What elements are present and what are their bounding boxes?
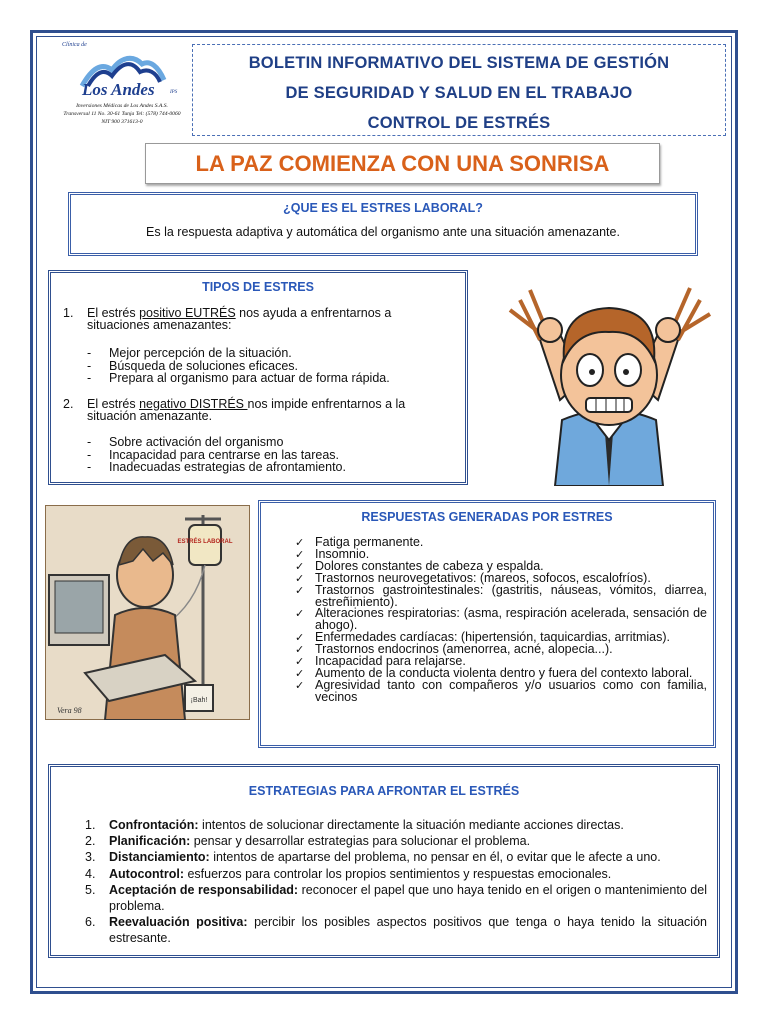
office-signature-text: Vera 98	[57, 706, 82, 715]
tipo-item-2-post: nos impide enfrentarnos a la situación amenazante.	[87, 397, 406, 423]
list-item: - Incapacidad para centrarse en las tareas.	[87, 449, 346, 462]
header-title-box	[192, 44, 726, 136]
item-number: 3.	[85, 850, 96, 865]
list-item	[85, 914, 707, 946]
clinic-logo	[52, 42, 192, 132]
logo-nit: NIT 900 371613-0	[101, 119, 143, 125]
list-item: ✓ Aumento de la conducta violenta dentro y fuera del contexto laboral.	[295, 668, 707, 680]
list-item: ✓ Trastornos neurovegetativos: (mareos, sofocos, escalofríos).	[295, 573, 707, 585]
stressed-office-worker-illustration	[45, 505, 250, 720]
estrategias-title: ESTRATEGIAS PARA AFRONTAR EL ESTRÉS	[248, 784, 520, 798]
tipo-item-1-bullets	[87, 347, 390, 385]
item-term: Aceptación de responsabilidad:	[109, 882, 299, 897]
logo-name: Los Andes	[82, 80, 155, 99]
office-mug-text: ¡Bah!	[190, 697, 208, 704]
list-item	[85, 866, 707, 882]
tipos-de-estres-box	[48, 270, 468, 485]
item-term: Distanciamiento:	[109, 850, 210, 865]
logo-suffix: IPS	[170, 90, 178, 95]
estrategias-box	[48, 764, 720, 958]
tipos-title: TIPOS DE ESTRES	[202, 280, 314, 294]
item-number: 5.	[85, 882, 96, 897]
list-item	[85, 833, 707, 849]
list-item: - Prepara al organismo para actuar de forma rápida.	[87, 372, 390, 385]
list-item: ✓ Agresividad tanto con compañeros y/o usuarios como con familia, vecinos	[295, 680, 707, 704]
header-line-3: CONTROL DE ESTRÉS	[367, 114, 551, 132]
respuestas-box	[258, 500, 716, 748]
que-es-title: ¿QUE ES EL ESTRES LABORAL?	[283, 201, 483, 215]
respuestas-list	[295, 537, 707, 704]
item-term: Autocontrol:	[109, 866, 184, 881]
logo-clinic-label: Clínica de	[62, 42, 87, 48]
tipo-item-2-bullets	[87, 436, 346, 474]
stressed-man-illustration	[500, 270, 718, 486]
list-item: ✓ Enfermedades cardíacas: (hipertensión, taquicardias, arritmias).	[295, 632, 707, 644]
list-item: ✓ Fatiga permanente.	[295, 537, 707, 549]
item-text: intentos de solucionar directamente la situación mediante acciones directas.	[198, 818, 624, 832]
tipo-item-2-pre: El estrés	[87, 397, 140, 411]
office-sign-text: ESTRÉS LABORAL	[177, 539, 233, 545]
item-term: Reevaluación positiva:	[109, 915, 248, 930]
item-number: 1.	[85, 818, 96, 832]
list-item: - Mejor percepción de la situación.	[87, 347, 390, 360]
list-item: ✓ Trastornos endocrinos (amenorrea, acné, alopecia...).	[295, 644, 707, 656]
item-text: pensar y desarrollar estrategias para solucionar el problema.	[190, 834, 531, 849]
logo-company: Inversiones Médicas de Los Andes S.A.S.	[76, 103, 168, 109]
item-number: 4.	[85, 866, 96, 881]
list-item: - Sobre activación del organismo	[87, 436, 346, 449]
list-item	[85, 817, 707, 833]
list-item: ✓ Trastornos gastrointestinales: (gastritis, náuseas, vómitos, diarrea, estreñimiento).	[295, 585, 707, 609]
tipo-item-2	[63, 398, 453, 422]
list-item: ✓ Dolores constantes de cabeza y espalda.	[295, 561, 707, 573]
que-es-box	[68, 192, 698, 256]
tipo-item-1-pre: El estrés	[87, 306, 140, 320]
item-text: esfuerzos para controlar los propios sentimientos y respuestas emocionales.	[183, 866, 612, 881]
list-item	[85, 849, 707, 865]
list-item: ✓ Insomnio.	[295, 549, 707, 561]
list-item	[85, 882, 707, 914]
tipo-item-1-underlined: positivo EUTRÉS	[139, 306, 236, 320]
header-line-1: BOLETIN INFORMATIVO DEL SISTEMA DE GESTIÓN	[248, 54, 670, 72]
tipo-item-2-number: 2.	[63, 397, 74, 411]
tipo-item-1-number: 1.	[63, 306, 74, 320]
logo-address: Transversal 11 No. 30-61 Tunja Tel: (578) 744-0060	[63, 111, 181, 117]
item-text: percibir los posibles aspectos positivos que tenga o haya tenido la situación estresante.	[109, 915, 707, 946]
list-item: - Búsqueda de soluciones eficaces.	[87, 360, 390, 373]
item-text: intentos de apartarse del problema, no pensar en él, o evitar que le afecte a uno.	[209, 850, 661, 865]
item-term: Confrontación:	[109, 818, 199, 832]
list-item: ✓ Alteraciones respiratorias: (asma, respiración acelerada, sensación de ahogo).	[295, 608, 707, 632]
item-number: 2.	[85, 834, 96, 849]
que-es-text: Es la respuesta adaptiva y automática del organismo ante una situación amenazante.	[146, 225, 620, 239]
item-text: reconocer el papel que uno haya tenido en el origen o mantenimiento del problema.	[109, 882, 707, 914]
tipo-item-1	[63, 307, 453, 331]
list-item: - Inadecuadas estrategias de afrontamiento.	[87, 461, 346, 474]
item-number: 6.	[85, 915, 96, 930]
estrategias-list	[85, 817, 707, 947]
tipo-item-1-post: nos ayuda a enfrentarnos a situaciones amenazantes:	[87, 306, 392, 332]
slogan-banner: LA PAZ COMIENZA CON UNA SONRISA	[145, 143, 660, 184]
respuestas-title: RESPUESTAS GENERADAS POR ESTRES	[361, 510, 613, 524]
item-term: Planificación:	[109, 834, 191, 849]
list-item: ✓ Incapacidad para relajarse.	[295, 656, 707, 668]
header-line-2: DE SEGURIDAD Y SALUD EN EL TRABAJO	[285, 84, 633, 102]
tipo-item-2-underlined: negativo DISTRÉS	[139, 397, 248, 411]
